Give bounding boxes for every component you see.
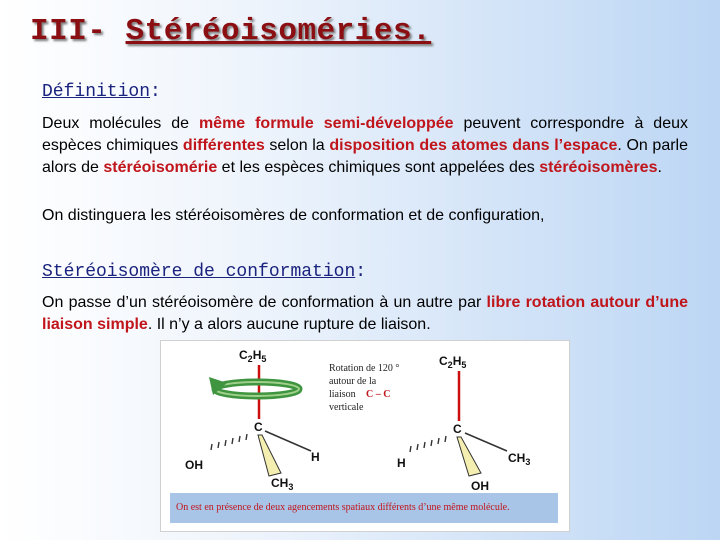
left-wedge-bond [258, 435, 281, 476]
right-ch3-label: $CH_3$ [508, 451, 531, 467]
text-run: et les espèces chimiques sont appelées des [217, 159, 540, 176]
definition-paragraph [42, 113, 688, 179]
slide-title [30, 14, 431, 49]
highlight-libre-rotation: libre rotation autour d’une liaison simple [42, 294, 689, 333]
right-h-label: H [397, 456, 406, 470]
text-run: peuvent correspondre à deux espèces chimiques [42, 115, 689, 154]
text-run: Deux molécules de [42, 115, 199, 132]
highlight-stereoisomeres: stéréoisomères [539, 159, 658, 176]
right-top-group: $C_2H_5$ [439, 354, 467, 370]
figure-caption: On est en présence de deux agencements spatiaux différents d’une même molécule. [170, 493, 558, 523]
conformation-heading-colon: : [355, 262, 367, 282]
definition-heading-colon: : [150, 82, 161, 102]
annotation-line-1: Rotation de 120 ° [329, 363, 400, 374]
definition-heading-text: Définition [42, 82, 151, 102]
text-run: selon la [264, 137, 330, 154]
text-run: . On parle alors de [42, 137, 689, 176]
conformation-heading-text: Stéréoisomère de conformation [42, 262, 356, 282]
right-center-carbon: C [453, 422, 462, 436]
title-text: Stéréoisoméries. [125, 14, 432, 49]
title-number: III- [30, 14, 107, 49]
annotation-bond: C – C [366, 389, 391, 400]
annotation-line-4: verticale [329, 402, 364, 413]
text-run: . Il n’y a alors aucune rupture de liaison. [147, 316, 431, 333]
left-ch3-label: $CH_3$ [271, 476, 294, 492]
definition-heading [42, 82, 161, 102]
annotation-line-2: autour de la [329, 376, 377, 387]
conformation-heading [42, 262, 366, 282]
text-run: . [657, 159, 662, 176]
distinction-paragraph: On distinguera les stéréoisomères de conformation et de configuration, [42, 207, 545, 224]
highlight-stereoisomerie: stéréoisomérie [103, 159, 218, 176]
left-top-group: $C_2H_5$ [239, 348, 267, 364]
highlight-formula: même formule semi-développée [198, 115, 454, 132]
right-wedge-bond [457, 437, 481, 476]
conformation-paragraph [42, 292, 688, 336]
annotation-liaison: liaison [329, 389, 356, 400]
conformation-figure [160, 340, 570, 532]
left-center-carbon: C [254, 420, 263, 434]
left-h-bond [265, 431, 311, 451]
right-oh-label: OH [471, 479, 489, 493]
left-h-label: H [311, 450, 320, 464]
highlight-differentes: différentes [182, 137, 265, 154]
right-dashed-bond [410, 436, 446, 452]
highlight-disposition: disposition des atomes dans l’espace [329, 137, 618, 154]
left-oh-label: OH [185, 458, 203, 472]
annotation-line-3 [329, 389, 356, 400]
left-dashed-bond [211, 434, 247, 450]
right-ch3-bond [465, 433, 507, 451]
text-run: On passe d’un stéréoisomère de conformation à un autre par [42, 294, 487, 311]
